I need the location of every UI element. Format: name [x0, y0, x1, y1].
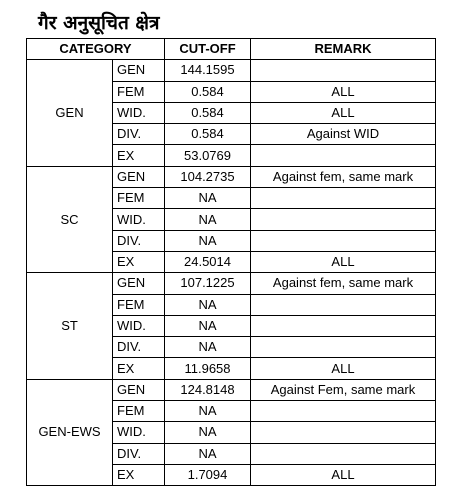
remark-cell [251, 337, 436, 358]
cutoff-cell: NA [165, 209, 251, 230]
table-row [27, 379, 436, 400]
table-row [27, 166, 436, 187]
table-header-row [27, 39, 436, 60]
subcategory-cell: DIV. [113, 230, 165, 251]
cutoff-cell: NA [165, 401, 251, 422]
cutoff-cell: NA [165, 315, 251, 336]
subcategory-cell: WID. [113, 315, 165, 336]
subcategory-cell: EX [113, 251, 165, 272]
remark-cell [251, 443, 436, 464]
remark-cell [251, 401, 436, 422]
cutoff-cell: 24.5014 [165, 251, 251, 272]
remark-cell: Against fem, same mark [251, 166, 436, 187]
subcategory-cell: DIV. [113, 443, 165, 464]
remark-cell: ALL [251, 251, 436, 272]
subcategory-cell: EX [113, 464, 165, 485]
remark-cell: Against Fem, same mark [251, 379, 436, 400]
remark-cell [251, 230, 436, 251]
cutoff-cell: 53.0769 [165, 145, 251, 166]
subcategory-cell: WID. [113, 102, 165, 123]
cutoff-cell: 0.584 [165, 124, 251, 145]
category-cell: SC [27, 166, 113, 272]
cutoff-cell: NA [165, 337, 251, 358]
subcategory-cell: DIV. [113, 124, 165, 145]
subcategory-cell: WID. [113, 209, 165, 230]
subcategory-cell: EX [113, 145, 165, 166]
cutoff-cell: 104.2735 [165, 166, 251, 187]
cutoff-cell: NA [165, 188, 251, 209]
remark-cell [251, 145, 436, 166]
header-category: CATEGORY [27, 39, 165, 60]
subcategory-cell: EX [113, 358, 165, 379]
cutoff-cell: 11.9658 [165, 358, 251, 379]
cutoff-cell: NA [165, 294, 251, 315]
remark-cell: ALL [251, 464, 436, 485]
subcategory-cell: FEM [113, 188, 165, 209]
subcategory-cell: FEM [113, 294, 165, 315]
cutoff-cell: NA [165, 422, 251, 443]
subcategory-cell: WID. [113, 422, 165, 443]
subcategory-cell: FEM [113, 81, 165, 102]
subcategory-cell: FEM [113, 401, 165, 422]
header-remark: REMARK [251, 39, 436, 60]
table-row [27, 273, 436, 294]
remark-cell [251, 209, 436, 230]
subcategory-cell: GEN [113, 166, 165, 187]
cutoff-cell: 0.584 [165, 102, 251, 123]
remark-cell [251, 294, 436, 315]
subcategory-cell: GEN [113, 273, 165, 294]
remark-cell: ALL [251, 81, 436, 102]
cutoff-cell: NA [165, 230, 251, 251]
cutoff-cell: 1.7094 [165, 464, 251, 485]
table-row [27, 60, 436, 81]
cutoff-cell: 144.1595 [165, 60, 251, 81]
header-cutoff: CUT-OFF [165, 39, 251, 60]
category-cell: ST [27, 273, 113, 379]
subcategory-cell: GEN [113, 60, 165, 81]
category-cell: GEN-EWS [27, 379, 113, 485]
cutoff-cell: 124.8148 [165, 379, 251, 400]
category-cell: GEN [27, 60, 113, 166]
cutoff-cell: 0.584 [165, 81, 251, 102]
remark-cell [251, 315, 436, 336]
subcategory-cell: GEN [113, 379, 165, 400]
remark-cell: Against fem, same mark [251, 273, 436, 294]
remark-cell [251, 422, 436, 443]
remark-cell [251, 188, 436, 209]
page-title: गैर अनुसूचित क्षेत्र [38, 12, 160, 34]
remark-cell: Against WID [251, 124, 436, 145]
cutoff-table [26, 38, 436, 486]
table-body [27, 60, 436, 486]
remark-cell: ALL [251, 102, 436, 123]
subcategory-cell: DIV. [113, 337, 165, 358]
remark-cell: ALL [251, 358, 436, 379]
cutoff-cell: 107.1225 [165, 273, 251, 294]
remark-cell [251, 60, 436, 81]
cutoff-cell: NA [165, 443, 251, 464]
